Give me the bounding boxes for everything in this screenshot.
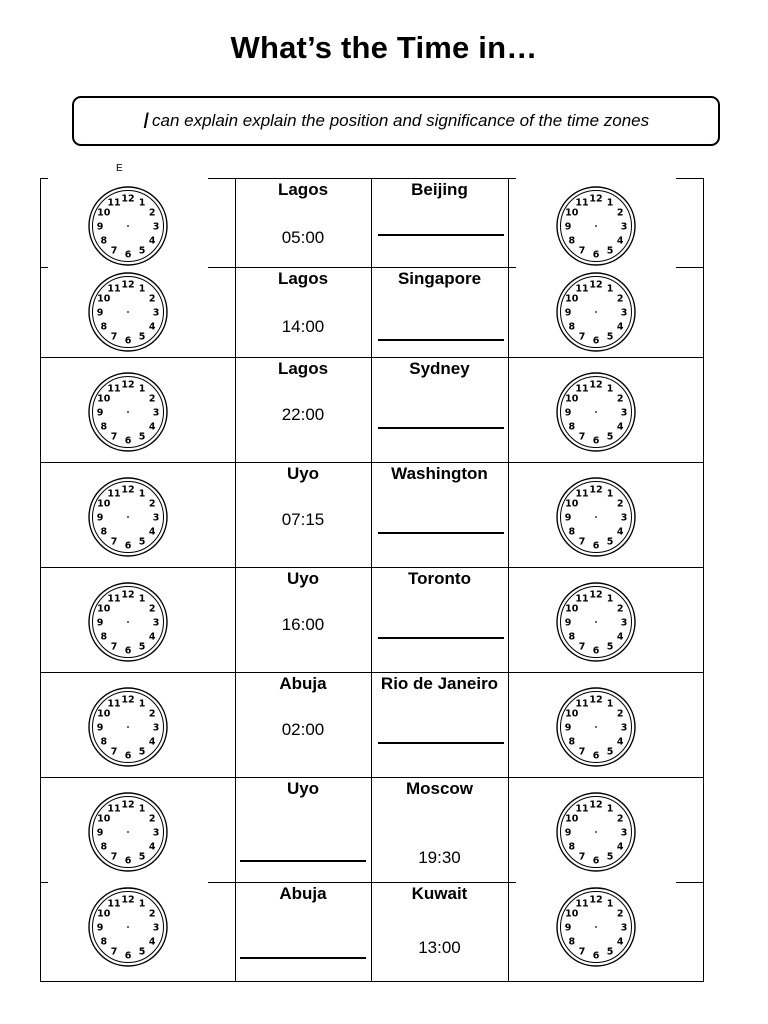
analog-clock-icon xyxy=(86,270,170,354)
from-city: Lagos xyxy=(277,180,329,199)
clock-numeral: 2 xyxy=(616,207,624,219)
clock-numeral: 6 xyxy=(124,249,132,261)
clock-numeral: 2 xyxy=(148,908,156,920)
clock-numeral: 7 xyxy=(578,851,586,863)
clock-numeral: 10 xyxy=(97,393,111,405)
analog-clock-icon xyxy=(86,370,170,454)
analog-clock-icon xyxy=(86,580,170,664)
clock-numeral: 6 xyxy=(592,435,600,447)
clock-numeral: 12 xyxy=(121,894,135,906)
analog-clock-icon xyxy=(554,475,638,559)
clock-numeral: 2 xyxy=(148,393,156,405)
clock-numeral: 6 xyxy=(592,750,600,762)
clock-numeral: 11 xyxy=(107,698,121,710)
clock-numeral: 3 xyxy=(620,617,628,629)
clock-numeral: 8 xyxy=(568,235,576,247)
clock-numeral: 9 xyxy=(96,827,104,839)
analog-clock-icon xyxy=(554,270,638,354)
clock-numeral: 10 xyxy=(97,603,111,615)
clock-numeral: 3 xyxy=(152,827,160,839)
clock-numeral: 9 xyxy=(564,922,572,934)
clock-numeral: 8 xyxy=(568,841,576,853)
clock-numeral: 12 xyxy=(121,379,135,391)
to-time-answer-blank xyxy=(378,532,504,534)
clock-numeral: 8 xyxy=(568,321,576,333)
clock-numeral: 5 xyxy=(606,641,614,653)
clock-numeral: 9 xyxy=(96,407,104,419)
table-horizontal-line xyxy=(208,882,516,883)
table-horizontal-line xyxy=(208,178,516,179)
table-horizontal-line xyxy=(40,672,703,673)
to-time-answer-blank xyxy=(378,427,504,429)
clock-numeral: 1 xyxy=(606,698,614,710)
clock-numeral: 3 xyxy=(620,307,628,319)
clock-numeral: 3 xyxy=(152,307,160,319)
clock-numeral: 12 xyxy=(589,379,603,391)
table-horizontal-line xyxy=(40,178,48,179)
table-horizontal-line xyxy=(208,267,516,268)
clock-numeral: 1 xyxy=(138,803,146,815)
clock-numeral: 11 xyxy=(107,383,121,395)
table-horizontal-line xyxy=(40,462,703,463)
clock-numeral: 5 xyxy=(606,746,614,758)
clock-numeral: 9 xyxy=(564,512,572,524)
clock-numeral: 6 xyxy=(592,540,600,552)
clock-numeral: 1 xyxy=(138,383,146,395)
analog-clock-icon xyxy=(554,184,638,268)
clock-numeral: 4 xyxy=(616,736,624,748)
clock-numeral: 11 xyxy=(575,197,589,209)
clock-numeral: 9 xyxy=(96,617,104,629)
clock-numeral: 12 xyxy=(589,799,603,811)
clock-numeral: 8 xyxy=(100,631,108,643)
clock-numeral: 4 xyxy=(148,526,156,538)
clock-numeral: 12 xyxy=(121,694,135,706)
clock-numeral: 8 xyxy=(568,526,576,538)
clock-numeral: 5 xyxy=(606,946,614,958)
clock-numeral: 8 xyxy=(100,936,108,948)
clock-numeral: 5 xyxy=(138,946,146,958)
clock-numeral: 10 xyxy=(97,708,111,720)
to-city: Moscow xyxy=(405,779,474,798)
clock-numeral: 4 xyxy=(616,526,624,538)
from-time: 16:00 xyxy=(281,615,325,634)
analog-clock-icon xyxy=(554,790,638,874)
table-horizontal-line xyxy=(40,981,703,982)
from-time-answer-blank xyxy=(240,860,366,862)
clock-numeral: 6 xyxy=(592,645,600,657)
clock-numeral: 11 xyxy=(107,803,121,815)
from-city: Abuja xyxy=(279,884,327,903)
clock-numeral: 12 xyxy=(589,193,603,205)
clock-numeral: 4 xyxy=(616,235,624,247)
clock-numeral: 10 xyxy=(565,603,579,615)
from-city: Uyo xyxy=(286,464,320,483)
clock-numeral: 4 xyxy=(616,631,624,643)
clock-numeral: 3 xyxy=(620,221,628,233)
clock-numeral: 1 xyxy=(138,593,146,605)
clock-numeral: 8 xyxy=(100,421,108,433)
from-city: Lagos xyxy=(277,359,329,378)
clock-numeral: 4 xyxy=(148,736,156,748)
table-horizontal-line xyxy=(40,357,703,358)
clock-numeral: 2 xyxy=(616,813,624,825)
clock-numeral: 5 xyxy=(138,851,146,863)
clock-numeral: 4 xyxy=(616,841,624,853)
to-time: 19:30 xyxy=(418,848,461,867)
from-time-answer-blank xyxy=(240,957,366,959)
clock-numeral: 4 xyxy=(148,321,156,333)
clock-numeral: 11 xyxy=(107,283,121,295)
clock-numeral: 12 xyxy=(589,279,603,291)
clock-numeral: 2 xyxy=(616,293,624,305)
clock-numeral: 3 xyxy=(620,827,628,839)
clock-numeral: 11 xyxy=(107,488,121,500)
clock-numeral: 6 xyxy=(592,335,600,347)
clock-numeral: 9 xyxy=(564,722,572,734)
clock-numeral: 1 xyxy=(606,383,614,395)
clock-numeral: 3 xyxy=(152,407,160,419)
clock-numeral: 5 xyxy=(138,331,146,343)
clock-numeral: 10 xyxy=(565,393,579,405)
to-time-answer-blank xyxy=(378,234,504,236)
clock-numeral: 1 xyxy=(606,803,614,815)
clock-numeral: 11 xyxy=(575,488,589,500)
from-time: 14:00 xyxy=(281,317,325,336)
clock-numeral: 8 xyxy=(568,736,576,748)
clock-numeral: 5 xyxy=(138,245,146,257)
clock-numeral: 12 xyxy=(121,279,135,291)
clock-numeral: 3 xyxy=(152,221,160,233)
clock-numeral: 10 xyxy=(97,293,111,305)
table-horizontal-line xyxy=(40,267,48,268)
clock-numeral: 12 xyxy=(121,484,135,496)
analog-clock-icon xyxy=(86,685,170,769)
clock-numeral: 5 xyxy=(606,245,614,257)
objective-text: can explain explain the position and significance of the time zones xyxy=(152,111,650,130)
clock-numeral: 5 xyxy=(606,431,614,443)
clock-numeral: 10 xyxy=(565,293,579,305)
clock-numeral: 4 xyxy=(148,841,156,853)
clock-numeral: 10 xyxy=(97,498,111,510)
clock-numeral: 5 xyxy=(606,536,614,548)
from-city: Uyo xyxy=(286,779,320,798)
clock-numeral: 11 xyxy=(107,593,121,605)
clock-numeral: 3 xyxy=(152,922,160,934)
clock-numeral: 2 xyxy=(616,603,624,615)
to-time-answer-blank xyxy=(378,637,504,639)
clock-numeral: 8 xyxy=(100,321,108,333)
clock-numeral: 2 xyxy=(148,813,156,825)
from-time: 05:00 xyxy=(281,228,325,247)
table-horizontal-line xyxy=(40,882,48,883)
clock-numeral: 7 xyxy=(110,746,118,758)
clock-numeral: 7 xyxy=(110,641,118,653)
analog-clock-icon xyxy=(554,685,638,769)
clock-numeral: 2 xyxy=(148,708,156,720)
clock-numeral: 6 xyxy=(124,435,132,447)
clock-numeral: 6 xyxy=(124,540,132,552)
clock-numeral: 12 xyxy=(589,894,603,906)
clock-numeral: 10 xyxy=(97,908,111,920)
clock-numeral: 1 xyxy=(606,593,614,605)
clock-numeral: 8 xyxy=(568,631,576,643)
to-city: Beijing xyxy=(411,180,468,199)
from-time: 02:00 xyxy=(281,720,325,739)
analog-clock-icon xyxy=(86,475,170,559)
table-vertical-line xyxy=(371,178,372,982)
table-vertical-line xyxy=(40,178,41,982)
clock-numeral: 12 xyxy=(121,799,135,811)
clock-numeral: 2 xyxy=(616,708,624,720)
clock-numeral: 9 xyxy=(564,407,572,419)
clock-numeral: 5 xyxy=(138,536,146,548)
clock-numeral: 4 xyxy=(148,936,156,948)
table-vertical-line xyxy=(508,178,509,982)
clock-numeral: 2 xyxy=(148,603,156,615)
analog-clock-icon xyxy=(86,184,170,268)
analog-clock-icon xyxy=(86,885,170,969)
clock-numeral: 4 xyxy=(616,936,624,948)
clock-numeral: 3 xyxy=(620,722,628,734)
clock-numeral: 4 xyxy=(616,321,624,333)
clock-numeral: 8 xyxy=(100,736,108,748)
clock-numeral: 3 xyxy=(620,922,628,934)
clock-numeral: 6 xyxy=(592,855,600,867)
clock-numeral: 10 xyxy=(97,813,111,825)
clock-numeral: 6 xyxy=(124,750,132,762)
clock-numeral: 12 xyxy=(121,589,135,601)
to-city: Rio de Janeiro xyxy=(380,674,499,693)
clock-numeral: 6 xyxy=(124,645,132,657)
clock-numeral: 10 xyxy=(565,207,579,219)
to-time-answer-blank xyxy=(378,742,504,744)
clock-numeral: 9 xyxy=(96,221,104,233)
clock-numeral: 9 xyxy=(96,512,104,524)
objective-first-letter: I xyxy=(142,108,150,133)
clock-numeral: 11 xyxy=(575,283,589,295)
clock-numeral: 4 xyxy=(148,235,156,247)
clock-numeral: 5 xyxy=(138,641,146,653)
clock-numeral: 8 xyxy=(568,936,576,948)
clock-numeral: 1 xyxy=(138,283,146,295)
clock-numeral: 12 xyxy=(589,484,603,496)
table-horizontal-line xyxy=(40,567,703,568)
clock-numeral: 10 xyxy=(565,498,579,510)
clock-numeral: 12 xyxy=(589,589,603,601)
clock-numeral: 2 xyxy=(148,207,156,219)
clock-numeral: 1 xyxy=(138,898,146,910)
clock-numeral: 1 xyxy=(606,898,614,910)
to-time: 13:00 xyxy=(418,938,461,957)
to-city: Kuwait xyxy=(411,884,468,903)
table-vertical-line xyxy=(703,178,704,982)
from-city: Uyo xyxy=(286,569,320,588)
clock-numeral: 11 xyxy=(575,898,589,910)
clock-numeral: 3 xyxy=(152,722,160,734)
clock-numeral: 6 xyxy=(124,335,132,347)
clock-numeral: 2 xyxy=(616,498,624,510)
to-time-answer-blank xyxy=(378,339,504,341)
clock-numeral: 7 xyxy=(578,746,586,758)
clock-numeral: 6 xyxy=(592,950,600,962)
to-city: Singapore xyxy=(397,269,482,288)
analog-clock-icon xyxy=(554,885,638,969)
clock-numeral: 5 xyxy=(138,746,146,758)
clock-numeral: 8 xyxy=(100,235,108,247)
clock-numeral: 1 xyxy=(138,698,146,710)
analog-clock-icon xyxy=(554,370,638,454)
clock-numeral: 7 xyxy=(578,641,586,653)
clock-numeral: 2 xyxy=(616,393,624,405)
clock-numeral: 7 xyxy=(578,431,586,443)
clock-numeral: 9 xyxy=(96,922,104,934)
clock-numeral: 10 xyxy=(565,908,579,920)
clock-numeral: 9 xyxy=(96,307,104,319)
clock-numeral: 12 xyxy=(589,694,603,706)
clock-numeral: 7 xyxy=(578,331,586,343)
analog-clock-icon xyxy=(554,580,638,664)
clock-numeral: 3 xyxy=(152,512,160,524)
clock-numeral: 1 xyxy=(606,197,614,209)
clock-numeral: 3 xyxy=(620,407,628,419)
clock-numeral: 4 xyxy=(148,631,156,643)
clock-numeral: 1 xyxy=(138,488,146,500)
learning-objective-box xyxy=(72,96,720,146)
clock-numeral: 7 xyxy=(110,245,118,257)
clock-numeral: 4 xyxy=(616,421,624,433)
clock-numeral: 1 xyxy=(138,197,146,209)
analog-clock-icon xyxy=(86,790,170,874)
clock-numeral: 11 xyxy=(575,593,589,605)
clock-numeral: 3 xyxy=(620,512,628,524)
clock-numeral: 9 xyxy=(564,307,572,319)
table-horizontal-line xyxy=(676,178,703,179)
clock-numeral: 11 xyxy=(575,803,589,815)
clock-numeral: 7 xyxy=(110,431,118,443)
worksheet-title: What’s the Time in… xyxy=(230,30,538,65)
from-time: 22:00 xyxy=(281,405,325,424)
clock-numeral: 11 xyxy=(107,197,121,209)
from-time: 07:15 xyxy=(281,510,325,529)
clock-numeral: 12 xyxy=(121,193,135,205)
clock-numeral: 11 xyxy=(107,898,121,910)
clock-numeral: 7 xyxy=(110,331,118,343)
table-vertical-line xyxy=(235,178,236,982)
clock-numeral: 6 xyxy=(592,249,600,261)
clock-numeral: 8 xyxy=(100,526,108,538)
table-horizontal-line xyxy=(676,267,703,268)
to-city: Sydney xyxy=(409,359,470,378)
clock-numeral: 2 xyxy=(148,498,156,510)
clock-numeral: 9 xyxy=(564,827,572,839)
clock-numeral: 9 xyxy=(96,722,104,734)
table-horizontal-line xyxy=(676,882,703,883)
clock-numeral: 6 xyxy=(124,950,132,962)
clock-numeral: 5 xyxy=(606,851,614,863)
clock-numeral: 4 xyxy=(148,421,156,433)
clock-numeral: 6 xyxy=(124,855,132,867)
clock-numeral: 1 xyxy=(606,488,614,500)
clock-numeral: 8 xyxy=(100,841,108,853)
from-city: Abuja xyxy=(279,674,327,693)
stray-mark: E xyxy=(116,163,123,174)
clock-numeral: 2 xyxy=(148,293,156,305)
clock-numeral: 7 xyxy=(578,946,586,958)
clock-numeral: 7 xyxy=(578,536,586,548)
clock-numeral: 10 xyxy=(565,813,579,825)
clock-numeral: 1 xyxy=(606,283,614,295)
clock-numeral: 9 xyxy=(564,221,572,233)
to-city: Washington xyxy=(391,464,488,483)
from-city: Lagos xyxy=(277,269,329,288)
clock-numeral: 8 xyxy=(568,421,576,433)
clock-numeral: 10 xyxy=(97,207,111,219)
table-horizontal-line xyxy=(40,777,703,778)
clock-numeral: 5 xyxy=(606,331,614,343)
clock-numeral: 5 xyxy=(138,431,146,443)
clock-numeral: 2 xyxy=(616,908,624,920)
clock-numeral: 3 xyxy=(152,617,160,629)
to-city: Toronto xyxy=(408,569,471,588)
clock-numeral: 7 xyxy=(110,536,118,548)
clock-numeral: 9 xyxy=(564,617,572,629)
clock-numeral: 11 xyxy=(575,698,589,710)
clock-numeral: 11 xyxy=(575,383,589,395)
clock-numeral: 7 xyxy=(110,851,118,863)
clock-numeral: 7 xyxy=(110,946,118,958)
clock-numeral: 10 xyxy=(565,708,579,720)
clock-numeral: 7 xyxy=(578,245,586,257)
